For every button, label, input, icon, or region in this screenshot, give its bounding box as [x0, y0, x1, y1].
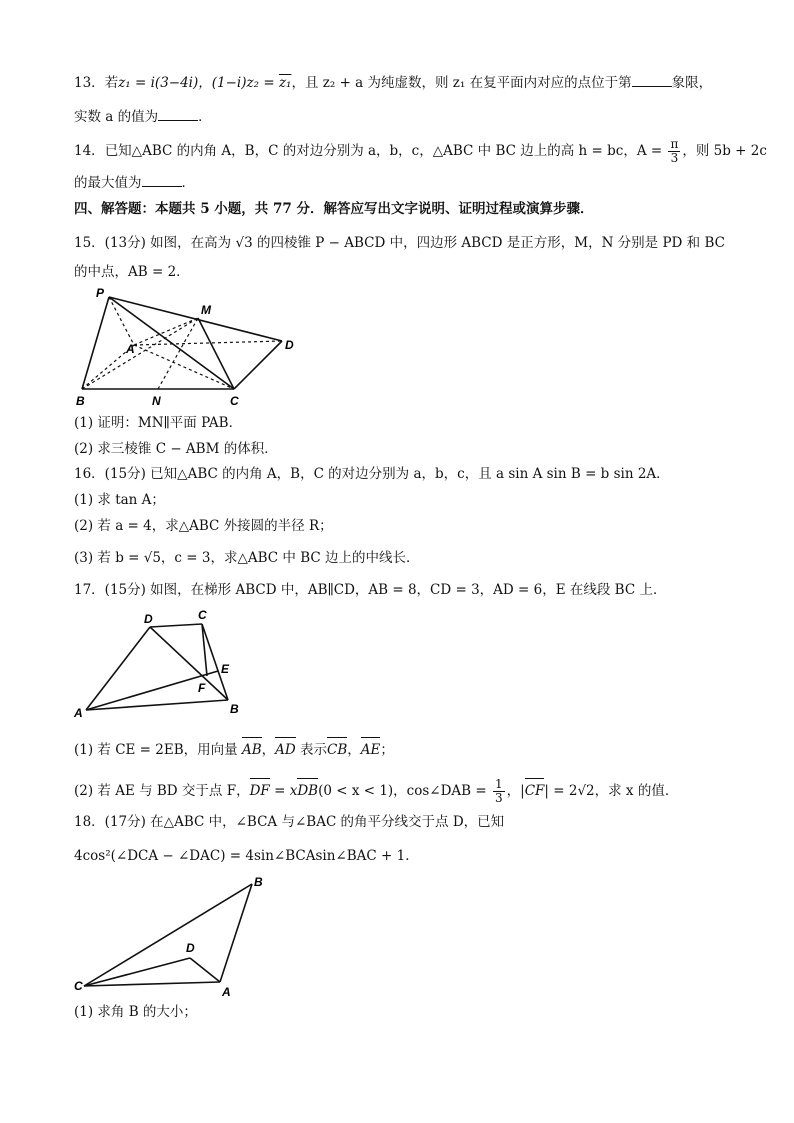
q17-p2-text-d: ，| [506, 783, 525, 799]
q16-line1: 16．(15分) 已知△ABC 的内角 A，B，C 的对边分别为 a，b，c，且 a sin A sin B = b sin 2A． [74, 466, 670, 482]
q14-fraction [668, 138, 680, 165]
label-c: C [74, 979, 83, 993]
edge-cb [84, 884, 252, 986]
q15-line2: 的中点，AB = 2． [74, 264, 190, 280]
q14-frac-num: π [670, 137, 679, 151]
label-d: D [186, 941, 195, 955]
q18-triangle-figure [70, 872, 270, 1000]
q13-text-a: 若 [104, 75, 119, 91]
q13-formula: z₁ = i(3−4i)，(1−i)z₂ = [118, 75, 279, 91]
q14-text-a: 已知△ABC 的内角 A，B，C 的对边分别为 a，b，c，△ABC 中 BC 边上的高 h = bc，A = [104, 143, 667, 159]
q13-conjugate: z₁ [278, 75, 292, 91]
label-d: D [285, 338, 294, 352]
vector-cb: CB [327, 742, 348, 758]
q14-frac-den: 3 [670, 151, 679, 165]
q16-part2: (2) 若 a = 4，求△ABC 外接圆的半径 R； [74, 518, 333, 534]
label-a: A [74, 706, 83, 720]
vector-df: DF [249, 783, 270, 799]
label-b: B [254, 875, 263, 889]
q17-p2-text-e: | = 2√2，求 x 的值． [544, 783, 679, 799]
q13-text-b: ，且 z₂ + a 为纯虚数，则 z₁ 在复平面内对应的点位于第 [291, 75, 632, 91]
q17-p1-text: (1) 若 CE = 2EB，用向量 [74, 742, 238, 758]
q17-part2 [74, 778, 678, 805]
q17-fraction [493, 778, 505, 805]
vector-ad: AD [275, 742, 296, 758]
q17-p2-text-a: (2) 若 AE 与 BD 交于点 F， [74, 783, 250, 799]
q18-line1: 18．(17分) 在△ABC 中，∠BCA 与∠BAC 的角平分线交于点 D，已知 [74, 814, 505, 830]
edge-pa [109, 297, 134, 345]
q15-part2: (2) 求三棱锥 C − ABM 的体积． [74, 441, 278, 457]
label-a: A [126, 342, 135, 356]
label-e: E [221, 662, 230, 676]
vector-cf: CF [524, 783, 545, 799]
edge-ca [84, 982, 220, 986]
q15-pyramid-figure [70, 285, 310, 415]
q17-part1 [74, 740, 394, 760]
label-a: A [222, 985, 231, 999]
q17-frac-num: 1 [495, 777, 503, 791]
q13-number: 13． [74, 75, 105, 91]
label-m: M [201, 303, 211, 317]
q16-part1: (1) 求 tan A； [74, 492, 165, 508]
q14-blank[interactable] [142, 172, 182, 187]
q17-p1-mid: 表示 [300, 742, 327, 758]
section-4-heading: 四、解答题：本题共 5 小题，共 77 分．解答应写出文字说明、证明过程或演算步骤． [74, 201, 594, 217]
q13-text-c: 象限， [671, 75, 713, 91]
q13-blank-2[interactable] [158, 106, 198, 121]
q14-line2-text: 的最大值为 [74, 175, 142, 191]
label-b: B [230, 702, 239, 716]
q17-line1: 17．(15分) 如图，在梯形 ABCD 中，AB∥CD，AB = 8，CD = 3，AD = 6，E 在线段 BC 上． [74, 582, 667, 598]
label-n: N [152, 394, 161, 408]
edge-ba [220, 884, 252, 982]
q17-frac-den: 3 [495, 791, 503, 805]
q16-part3: (3) 若 b = √5，c = 3，求△ABC 中 BC 边上的中线长． [74, 550, 420, 566]
edge-mc [198, 318, 234, 389]
edge-ad [134, 341, 282, 345]
edge-ab [86, 700, 228, 710]
q18-line2: 4cos²(∠DCA − ∠DAC) = 4sin∠BCAsin∠BAC + 1． [74, 848, 419, 864]
q13-line2-text: 实数 a 的值为 [74, 109, 159, 125]
label-f: F [198, 681, 206, 695]
q14-number: 14． [74, 143, 105, 159]
q14-text-b: ，则 5b + 2c [682, 143, 767, 159]
vector-ae: AE [360, 742, 381, 758]
q13-line2 [74, 106, 212, 127]
label-c: C [198, 608, 207, 622]
q17-p1-sep1: ， [261, 742, 276, 758]
edge-cd [84, 958, 190, 986]
q17-p2-text-b: = x [269, 783, 298, 799]
vector-ab: AB [241, 742, 262, 758]
edge-dc [150, 624, 202, 627]
vector-db: DB [297, 783, 319, 799]
q14-line1 [74, 138, 767, 165]
q14-line2 [74, 172, 195, 193]
q13-end: ． [198, 109, 212, 125]
edge-da [190, 958, 220, 982]
q18-part1: (1) 求角 B 的大小； [74, 1004, 197, 1020]
edge-cd [234, 341, 282, 389]
label-b: B [76, 394, 85, 408]
label-p: P [96, 286, 105, 300]
edge-ad [86, 627, 150, 710]
q15-line1: 15．(13分) 如图，在高为 √3 的四棱锥 P − ABCD 中，四边形 ABCD 是正方形，M，N 分别是 PD 和 BC [74, 235, 725, 251]
q17-p1-sep2: ， [347, 742, 361, 758]
q15-part1: (1) 证明：MN∥平面 PAB． [74, 415, 243, 431]
q17-p2-text-c: (0 < x < 1)，cos∠DAB = [318, 783, 491, 799]
label-c: C [230, 394, 239, 408]
q13-blank-1[interactable] [632, 72, 672, 87]
q17-trapezoid-figure [70, 605, 250, 720]
q14-end: ． [181, 175, 195, 191]
q13-line1 [74, 72, 712, 93]
edge-nm [158, 318, 198, 389]
q17-p1-end: ； [380, 742, 394, 758]
label-d: D [144, 612, 153, 626]
